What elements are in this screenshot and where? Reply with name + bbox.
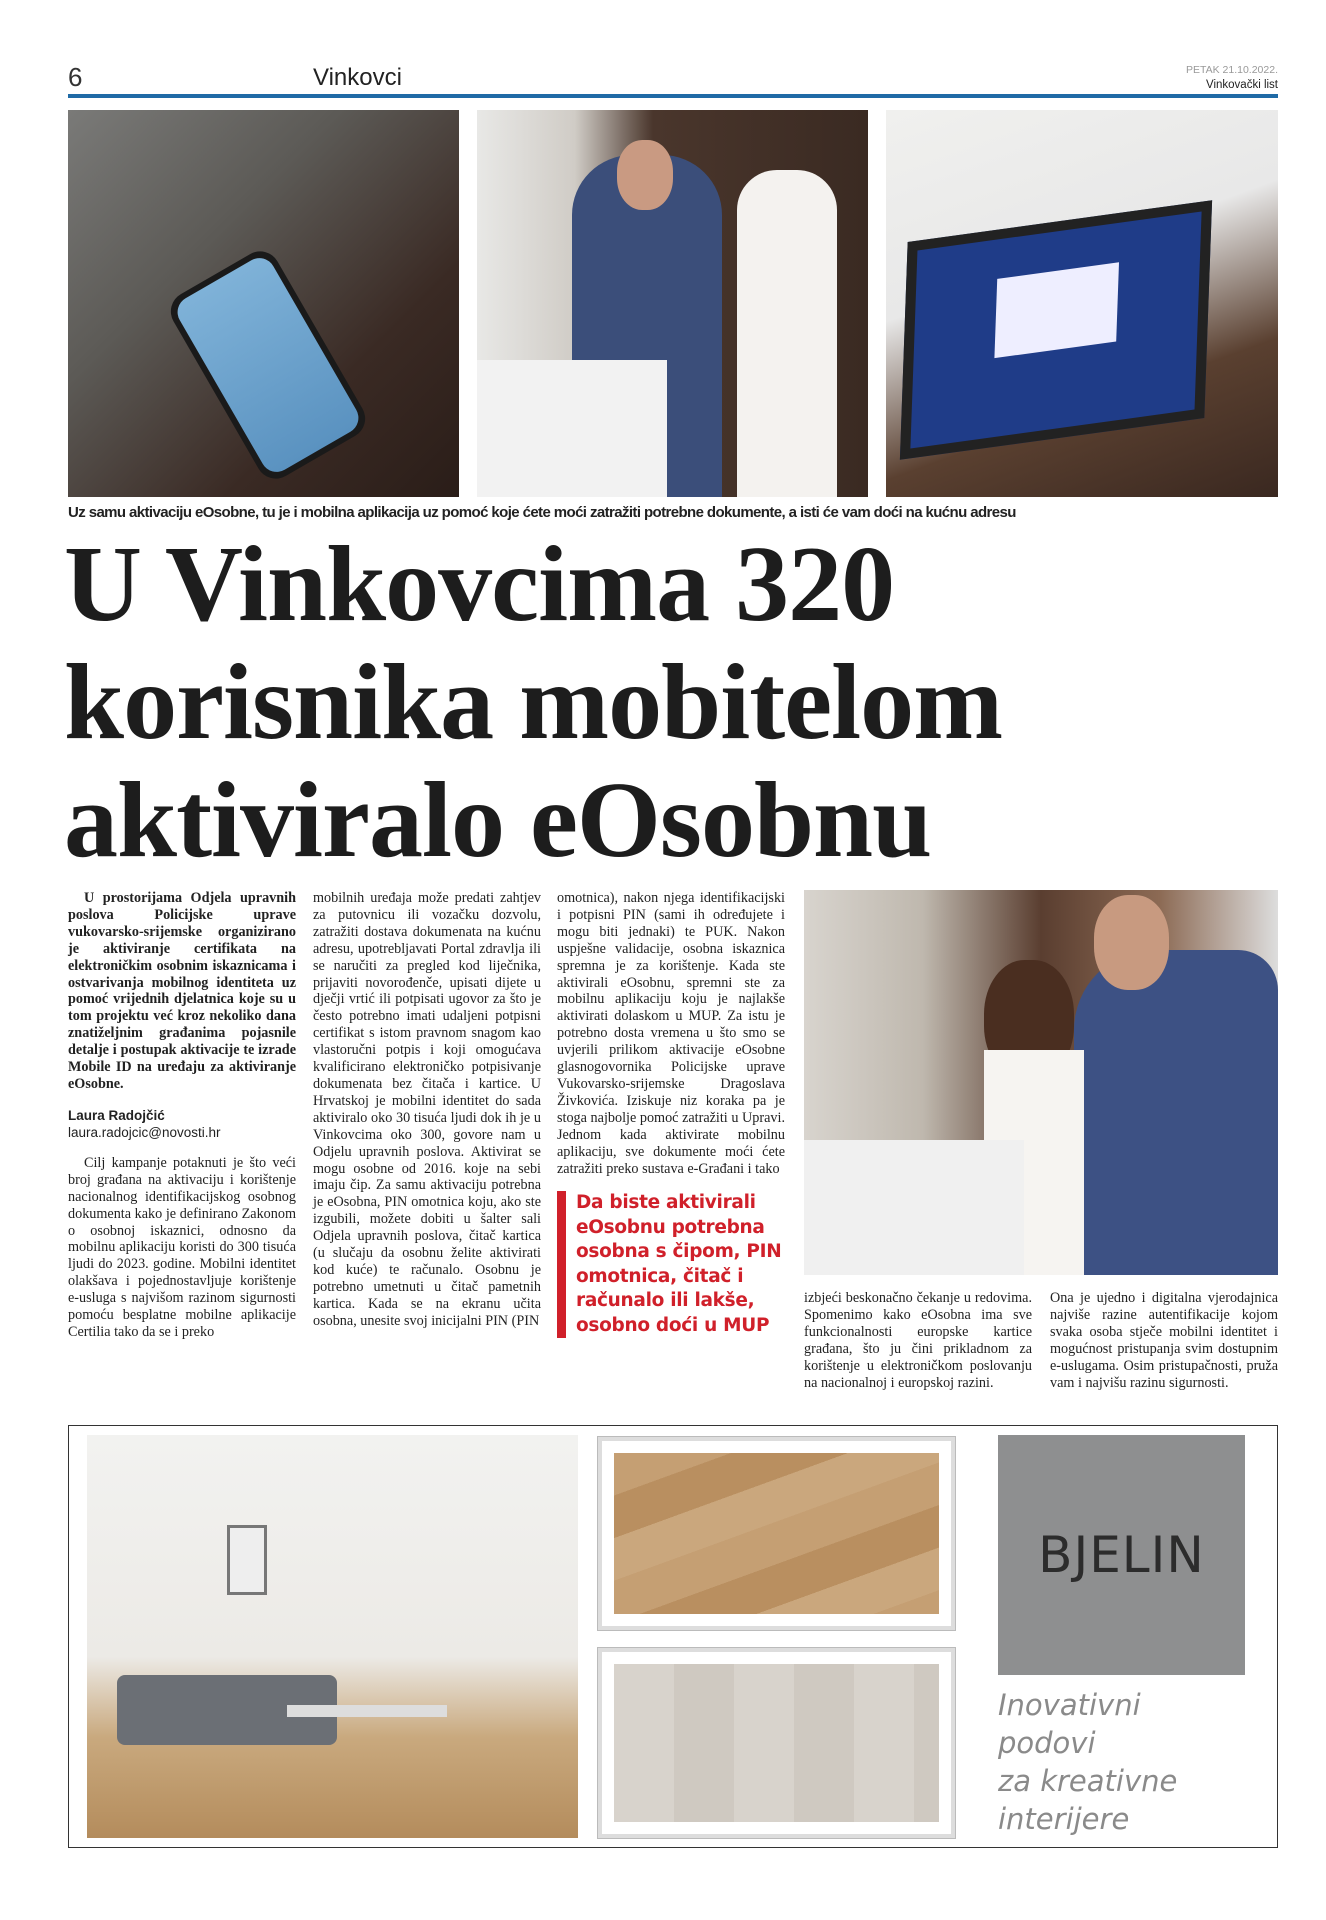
newspaper-name: Vinkovački list — [1205, 79, 1278, 91]
brand-logo — [998, 1435, 1245, 1675]
photo-caption: Uz samu aktivaciju eOsobne, tu je i mobilna aplikacija uz pomoć koje ćete moći zatražiti potrebne dokumente, a isti će vam doći na kućnu adresu — [68, 504, 1016, 521]
headline — [64, 526, 1294, 880]
pull-quote: Da biste aktivirali eOsobnu potrebna osobna s čipom, PIN omotnica, čitač i računalo ili lakše, osobno doći u MUP — [557, 1191, 787, 1338]
article-column-2 — [313, 890, 541, 1330]
article-paragraph: Cilj kampanje potaknuti je što veći broj građana na aktivaciju i korištenje nacionalnog identifikacijskog osobnog dokumenta kako je definirano Zakonom o osobnoj iskaznici, odnosno da mobilnu aplikaciju koristi do 300 tisuća ljudi do 2023. godine. Mobilni identitet olakšava i pojednostavljuje korištenje e-usluga s najvišom razinom sigurnosti pomoću besplatne mobilne aplikacije Certilia tako da se i preko — [68, 1154, 296, 1340]
article-paragraph: Ona je ujedno i digitalna vjerodajnica najviše razine autentifikacije kojom svaka osoba stječe mobilni identitet i mogućnost pristupanja svim dostupnim e-uslugama. Osim pristupačnosti, pruža vam i najvišu razinu sigurnosti. — [1050, 1290, 1278, 1391]
photo-phone-certilia-app — [68, 110, 459, 497]
tagline-line: podovi — [998, 1726, 1096, 1760]
article-column-3 — [557, 890, 785, 1338]
article-lead: U prostorijama Odjela upravnih poslova Policijske uprave vukovarsko-srijemske organizirano je aktiviranje certifikata na elektroničkim osobnim iskaznicama i ostvarivanja mobilnog identiteta uz pomoć vrijednih djelatnica koje su u tom projektu već kroz nekoliko dana znatiželjnim građanima pojasnile detalje i postupak aktivacije te izrade Mobile ID na uređaju za aktiviranje eOsobne. — [68, 890, 296, 1092]
tagline-line: Inovativni — [998, 1688, 1141, 1722]
article-paragraph: izbjeći beskonačno čekanje u redovima. Spomenimo kako eOsobna ima sve funkcionalnosti europske kartice građana, što ju čini prikladnom za korištenje u elektroničkom poslovanju na nacionalnoj i europskoj razini. — [804, 1290, 1032, 1391]
ad-photo-living-room — [87, 1435, 578, 1838]
page-number: 6 — [68, 62, 83, 92]
article-paragraph: omotnica), nakon njega identifikacijski i potpisni PIN (sami ih određujete i mogu biti jednaki) te PUK. Nakon uspješne validacije, osobna iskaznica spremna je za korištenje. Kada ste aktivirali eOsobnu, spremni ste za mobilnu aplikaciju koju je najlakše aktivirati dolaskom u MUP. Za istu je potrebno dosta vremena u što smo se uvjerili prilikom aktivacije eOsobne glasnogovornika Policijske uprave Vukovarsko-srijemske Dragoslava Živkovića. Iziskuje niz koraka pa je stoga najbolje pomoć zatražiti u Upravi. Jednom kada aktivirate mobilnu aplikaciju, sve dokumente moći ćete zatražiti preko sustava e-Građani i tako — [557, 890, 785, 1177]
author-name: Laura Radojčić — [68, 1107, 165, 1123]
photo-kiosk-screen — [886, 110, 1278, 497]
author-email[interactable]: laura.radojcic@novosti.hr — [68, 1124, 221, 1140]
ad-photo-wood-floor — [598, 1437, 955, 1630]
article-column-5 — [1050, 1290, 1278, 1391]
photo-police-officer-kiosk — [477, 110, 868, 497]
article-column-1 — [68, 890, 296, 1341]
article-paragraph: mobilnih uređaja može predati zahtjev za putovnicu ili vozačku dozvolu, zatražiti dostava dokumenata na kućnu adresu, upotrebljavati Portal zdravlja ili se naručiti za pregled kod liječnika, prijaviti novorođenče, upisati dijete u dječji vrtić ili potpisati ugovor za što je često potrebno imati udaljeni potpisni certifikat s istom pravnom snagom kao vlastoručni potpis i koji omogućava kvalificirano elektroničko potpisivanje dokumenata bez čitača i kartice. U Hrvatskoj je mobilni identitet do sada aktiviralo oko 30 tisuća ljudi dok ih je u Vinkovcima oko 300, govore nam u Odjelu upravnih poslova. Aktivirat se mogu osobne od 2016. koje na sebi imaju čip. Za samu aktivaciju potrebna je eOsobna, PIN omotnica koju, ako ste izgubili, možete dobiti u šalter sali Odjela upravnih poslova, čitač kartica (u slučaju da osobnu želite aktivirati kod kuće) te računalo. Osobnu je potrebno umetnuti u čitač pametnih kartica. Kada se na ekranu učita osobna, unesite svoj inicijalni PIN (PIN — [313, 890, 541, 1329]
article-column-4 — [804, 1290, 1032, 1391]
header-rule — [68, 94, 1278, 98]
ad-tagline — [998, 1686, 1273, 1838]
tagline-line: interijere — [998, 1802, 1130, 1836]
brand-name: BJELIN — [1038, 1526, 1205, 1584]
tagline-line: za kreativne — [998, 1764, 1178, 1798]
section-title: Vinkovci — [313, 64, 402, 91]
issue-date: PETAK 21.10.2022. — [1185, 64, 1278, 76]
headline-line: korisnika mobitelom — [64, 643, 1003, 762]
headline-line: U Vinkovcima 320 — [64, 525, 895, 644]
photo-officer-and-woman-at-kiosk — [804, 890, 1278, 1275]
headline-line: aktiviralo eOsobnu — [64, 761, 932, 880]
ad-photo-floor-vase — [598, 1648, 955, 1838]
